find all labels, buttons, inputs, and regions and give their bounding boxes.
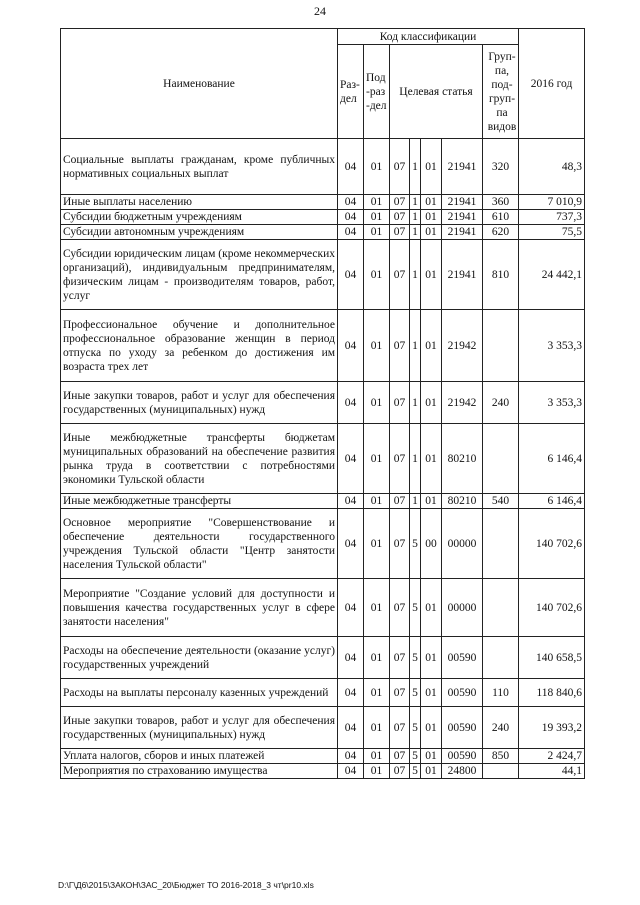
row-name-cell: Субсидии автономным учреждениям xyxy=(61,225,338,240)
target-code-cell: 00590 xyxy=(442,749,483,764)
group-cell: 110 xyxy=(483,679,519,707)
group-cell: 810 xyxy=(483,240,519,310)
header-code: Код классификации xyxy=(338,29,519,45)
group-cell xyxy=(483,509,519,579)
row-name-cell: Расходы на обеспечение деятельности (оказание услуг) государственных учреждений xyxy=(61,637,338,679)
target-part3-cell: 01 xyxy=(421,195,442,210)
razdel-cell: 04 xyxy=(338,749,364,764)
podrazdel-cell: 01 xyxy=(364,195,390,210)
amount-cell: 140 702,6 xyxy=(519,509,585,579)
target-part2-cell: 5 xyxy=(410,637,421,679)
target-code-cell: 00590 xyxy=(442,679,483,707)
row-name-cell: Мероприятия по страхованию имущества xyxy=(61,764,338,779)
file-path-footer: D:\Г\Д6\2015\ЗАКОН\ЗАС_20\Бюджет ТО 2016-2018_3 чт\pr10.xls xyxy=(58,880,314,890)
target-code-cell: 24800 xyxy=(442,764,483,779)
target-part2-cell: 1 xyxy=(410,225,421,240)
razdel-cell: 04 xyxy=(338,637,364,679)
group-cell: 620 xyxy=(483,225,519,240)
header-name: Наименование xyxy=(61,29,338,139)
table-row xyxy=(61,195,585,210)
table-row xyxy=(61,579,585,637)
target-code-cell: 21942 xyxy=(442,382,483,424)
razdel-cell: 04 xyxy=(338,382,364,424)
amount-cell: 3 353,3 xyxy=(519,310,585,382)
target-part2-cell: 1 xyxy=(410,494,421,509)
target-part1-cell: 07 xyxy=(390,509,410,579)
amount-cell: 48,3 xyxy=(519,139,585,195)
table-header xyxy=(61,29,585,139)
razdel-cell: 04 xyxy=(338,579,364,637)
target-part1-cell: 07 xyxy=(390,749,410,764)
target-part2-cell: 1 xyxy=(410,210,421,225)
target-code-cell: 21941 xyxy=(442,210,483,225)
row-name-cell: Иные закупки товаров, работ и услуг для обеспечения государственных (муниципальных) нужд xyxy=(61,382,338,424)
group-cell: 240 xyxy=(483,382,519,424)
target-part2-cell: 1 xyxy=(410,310,421,382)
group-cell: 320 xyxy=(483,139,519,195)
target-code-cell: 21942 xyxy=(442,310,483,382)
podrazdel-cell: 01 xyxy=(364,637,390,679)
row-name-cell: Иные межбюджетные трансферты xyxy=(61,494,338,509)
target-part1-cell: 07 xyxy=(390,579,410,637)
row-name-cell: Уплата налогов, сборов и иных платежей xyxy=(61,749,338,764)
group-cell xyxy=(483,579,519,637)
podrazdel-cell: 01 xyxy=(364,579,390,637)
target-part1-cell: 07 xyxy=(390,764,410,779)
table-body xyxy=(61,139,585,779)
razdel-cell: 04 xyxy=(338,195,364,210)
row-name-cell: Иные межбюджетные трансферты бюджетам муниципальных образований на обеспечение развития рынка труда в соответствии с потребностями экономики Тульской области xyxy=(61,424,338,494)
table-row xyxy=(61,764,585,779)
budget-table xyxy=(60,28,585,779)
table-row xyxy=(61,382,585,424)
target-part2-cell: 5 xyxy=(410,509,421,579)
table-row xyxy=(61,139,585,195)
target-part2-cell: 5 xyxy=(410,749,421,764)
header-podrazdel: Под-раз-дел xyxy=(364,45,390,139)
row-name-cell: Основное мероприятие "Совершенствование и обеспечение деятельности государственного учреждения Тульской области "Центр занятости населения Тульской области" xyxy=(61,509,338,579)
target-part1-cell: 07 xyxy=(390,494,410,509)
target-part3-cell: 01 xyxy=(421,637,442,679)
target-part3-cell: 01 xyxy=(421,225,442,240)
row-name-cell: Иные выплаты населению xyxy=(61,195,338,210)
target-part2-cell: 5 xyxy=(410,579,421,637)
row-name-cell: Социальные выплаты гражданам, кроме публичных нормативных социальных выплат xyxy=(61,139,338,195)
group-cell xyxy=(483,764,519,779)
podrazdel-cell: 01 xyxy=(364,749,390,764)
amount-cell: 24 442,1 xyxy=(519,240,585,310)
row-name-cell: Субсидии юридическим лицам (кроме некоммерческих организаций), индивидуальным предпринимателям, физическим лицам - производителям товаров, работ, услуг xyxy=(61,240,338,310)
target-code-cell: 21941 xyxy=(442,240,483,310)
podrazdel-cell: 01 xyxy=(364,310,390,382)
target-part1-cell: 07 xyxy=(390,637,410,679)
amount-cell: 140 658,5 xyxy=(519,637,585,679)
target-code-cell: 00590 xyxy=(442,707,483,749)
target-part1-cell: 07 xyxy=(390,679,410,707)
row-name-cell: Профессиональное обучение и дополнительное профессиональное образование женщин в период отпуска по уходу за ребенком до достижения им возраста трех лет xyxy=(61,310,338,382)
amount-cell: 737,3 xyxy=(519,210,585,225)
target-part3-cell: 01 xyxy=(421,679,442,707)
target-part3-cell: 01 xyxy=(421,764,442,779)
razdel-cell: 04 xyxy=(338,225,364,240)
razdel-cell: 04 xyxy=(338,494,364,509)
razdel-cell: 04 xyxy=(338,210,364,225)
header-razdel: Раз-дел xyxy=(338,45,364,139)
row-name-cell: Субсидии бюджетным учреждениям xyxy=(61,210,338,225)
group-cell: 360 xyxy=(483,195,519,210)
podrazdel-cell: 01 xyxy=(364,139,390,195)
target-part1-cell: 07 xyxy=(390,382,410,424)
target-part2-cell: 5 xyxy=(410,707,421,749)
razdel-cell: 04 xyxy=(338,509,364,579)
podrazdel-cell: 01 xyxy=(364,707,390,749)
target-part1-cell: 07 xyxy=(390,195,410,210)
podrazdel-cell: 01 xyxy=(364,225,390,240)
target-part3-cell: 01 xyxy=(421,310,442,382)
target-part3-cell: 01 xyxy=(421,424,442,494)
podrazdel-cell: 01 xyxy=(364,494,390,509)
group-cell: 240 xyxy=(483,707,519,749)
podrazdel-cell: 01 xyxy=(364,509,390,579)
razdel-cell: 04 xyxy=(338,310,364,382)
page-number: 24 xyxy=(314,4,326,18)
table-row xyxy=(61,679,585,707)
target-part3-cell: 01 xyxy=(421,382,442,424)
table-row xyxy=(61,637,585,679)
group-cell: 540 xyxy=(483,494,519,509)
target-part3-cell: 01 xyxy=(421,139,442,195)
amount-cell: 6 146,4 xyxy=(519,494,585,509)
amount-cell: 19 393,2 xyxy=(519,707,585,749)
table-row xyxy=(61,240,585,310)
amount-cell: 6 146,4 xyxy=(519,424,585,494)
amount-cell: 140 702,6 xyxy=(519,579,585,637)
group-cell: 610 xyxy=(483,210,519,225)
table-row xyxy=(61,509,585,579)
group-cell xyxy=(483,637,519,679)
row-name-cell: Иные закупки товаров, работ и услуг для обеспечения государственных (муниципальных) нужд xyxy=(61,707,338,749)
target-part3-cell: 01 xyxy=(421,240,442,310)
group-cell: 850 xyxy=(483,749,519,764)
target-part2-cell: 5 xyxy=(410,679,421,707)
target-part2-cell: 1 xyxy=(410,139,421,195)
target-code-cell: 21941 xyxy=(442,139,483,195)
target-part1-cell: 07 xyxy=(390,210,410,225)
amount-cell: 44,1 xyxy=(519,764,585,779)
table-row xyxy=(61,494,585,509)
amount-cell: 2 424,7 xyxy=(519,749,585,764)
table-row xyxy=(61,310,585,382)
target-part1-cell: 07 xyxy=(390,240,410,310)
razdel-cell: 04 xyxy=(338,424,364,494)
row-name-cell: Расходы на выплаты персоналу казенных учреждений xyxy=(61,679,338,707)
table-row xyxy=(61,424,585,494)
target-part2-cell: 1 xyxy=(410,240,421,310)
razdel-cell: 04 xyxy=(338,679,364,707)
target-code-cell: 00000 xyxy=(442,509,483,579)
podrazdel-cell: 01 xyxy=(364,679,390,707)
target-part3-cell: 01 xyxy=(421,210,442,225)
amount-cell: 3 353,3 xyxy=(519,382,585,424)
podrazdel-cell: 01 xyxy=(364,382,390,424)
header-year: 2016 год xyxy=(519,29,585,139)
target-part2-cell: 1 xyxy=(410,382,421,424)
table-row xyxy=(61,707,585,749)
table-row xyxy=(61,210,585,225)
group-cell xyxy=(483,424,519,494)
target-code-cell: 80210 xyxy=(442,424,483,494)
amount-cell: 7 010,9 xyxy=(519,195,585,210)
amount-cell: 75,5 xyxy=(519,225,585,240)
target-part1-cell: 07 xyxy=(390,139,410,195)
podrazdel-cell: 01 xyxy=(364,764,390,779)
target-part2-cell: 1 xyxy=(410,195,421,210)
razdel-cell: 04 xyxy=(338,139,364,195)
target-part3-cell: 00 xyxy=(421,509,442,579)
podrazdel-cell: 01 xyxy=(364,424,390,494)
target-part2-cell: 5 xyxy=(410,764,421,779)
table-row xyxy=(61,225,585,240)
target-code-cell: 21941 xyxy=(442,195,483,210)
header-target: Целевая статья xyxy=(390,45,483,139)
header-group: Груп-па, под-груп-па видов xyxy=(483,45,519,139)
target-part2-cell: 1 xyxy=(410,424,421,494)
target-part1-cell: 07 xyxy=(390,225,410,240)
target-part3-cell: 01 xyxy=(421,579,442,637)
podrazdel-cell: 01 xyxy=(364,240,390,310)
razdel-cell: 04 xyxy=(338,707,364,749)
razdel-cell: 04 xyxy=(338,764,364,779)
row-name-cell: Мероприятие "Создание условий для доступности и повышения качества государственных услуг в сфере занятости населения" xyxy=(61,579,338,637)
table-row xyxy=(61,749,585,764)
amount-cell: 118 840,6 xyxy=(519,679,585,707)
target-code-cell: 21941 xyxy=(442,225,483,240)
razdel-cell: 04 xyxy=(338,240,364,310)
target-part1-cell: 07 xyxy=(390,707,410,749)
target-part3-cell: 01 xyxy=(421,494,442,509)
group-cell xyxy=(483,310,519,382)
target-code-cell: 00590 xyxy=(442,637,483,679)
target-code-cell: 00000 xyxy=(442,579,483,637)
target-code-cell: 80210 xyxy=(442,494,483,509)
target-part3-cell: 01 xyxy=(421,707,442,749)
target-part3-cell: 01 xyxy=(421,749,442,764)
target-part1-cell: 07 xyxy=(390,424,410,494)
podrazdel-cell: 01 xyxy=(364,210,390,225)
target-part1-cell: 07 xyxy=(390,310,410,382)
